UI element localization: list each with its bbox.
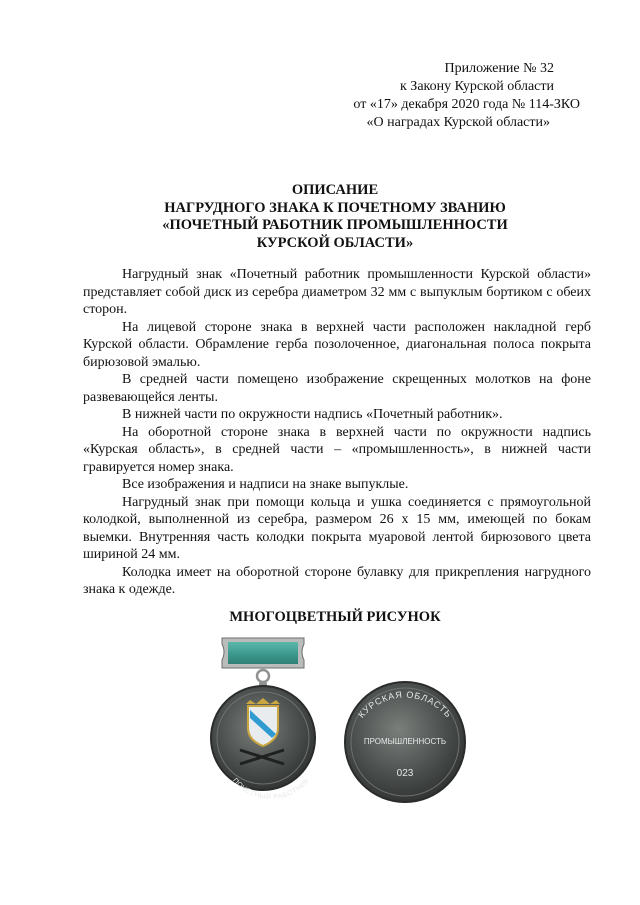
paragraph: В нижней части по окружности надпись «Почетный работник». <box>122 407 503 422</box>
back-top-inscription: КУРСКАЯ ОБЛАСТЬ <box>356 689 454 720</box>
title-line-1: ОПИСАНИЕ <box>291 182 379 198</box>
medal-front <box>211 686 315 801</box>
description-body <box>83 266 591 599</box>
appendix-number: Приложение № 32 <box>444 61 554 76</box>
appendix-law-ref: к Закону Курской области <box>400 79 554 94</box>
figure-heading: МНОГОЦВЕТНЫЙ РИСУНОК <box>229 609 441 625</box>
front-inscription: ПОЧЕТНЫЙ РАБОТНИК <box>231 777 311 802</box>
title-line-2: НАГРУДНОГО ЗНАКА К ПОЧЕТНОМУ ЗВАНИЮ <box>164 199 506 216</box>
paragraph: Нагрудный знак при помощи кольца и ушка соединяется с прямоугольной колодкой, выполненной из серебра, размером 26 х 15 мм, имеющей по бокам выемки. Внутренняя часть колодки покрыта муаровой лентой бирюзового цвета шириной 24 мм. <box>83 494 591 562</box>
appendix-law-date: от «17» декабря 2020 года № 114-ЗКО <box>353 97 580 112</box>
back-middle-inscription: ПРОМЫШЛЕННОСТЬ <box>363 737 447 746</box>
paragraph: На лицевой стороне знака в верхней части расположен накладной герб Курской области. Обрамление герба позолоченное, диагональная полоса покрыта бирюзовой эмалью. <box>83 319 591 370</box>
appendix-header <box>300 60 600 132</box>
paragraph: Нагрудный знак «Почетный работник промышленности Курской области» представляет собой диск из серебра диаметром 32 мм с выпуклым бортиком с обеих сторон. <box>83 267 591 317</box>
appendix-law-title: «О наградах Курской области» <box>366 115 550 130</box>
title-line-3: «ПОЧЕТНЫЙ РАБОТНИК ПРОМЫШЛЕННОСТИ <box>162 217 508 233</box>
document-title <box>80 182 590 252</box>
paragraph: Колодка имеет на оборотной стороне булавку для прикрепления нагрудного знака к одежде. <box>83 564 591 597</box>
title-line-4: КУРСКОЙ ОБЛАСТИ» <box>256 234 414 251</box>
paragraph: В средней части помещено изображение скрещенных молотков на фоне развевающейся ленты. <box>83 372 591 405</box>
paragraph: Все изображения и надписи на знаке выпуклые. <box>122 477 409 492</box>
paragraph: На оборотной стороне знака в верхней части по окружности надпись «Курская область», в средней части – «промышленность», в нижней части гравируется номер знака. <box>83 424 591 475</box>
medal-number: 023 <box>396 768 414 779</box>
medal-illustration <box>0 630 640 810</box>
ribbon-bar <box>222 638 304 668</box>
connector-ring <box>257 670 269 682</box>
coat-of-arms-icon <box>246 698 280 746</box>
medal-back <box>345 682 465 802</box>
